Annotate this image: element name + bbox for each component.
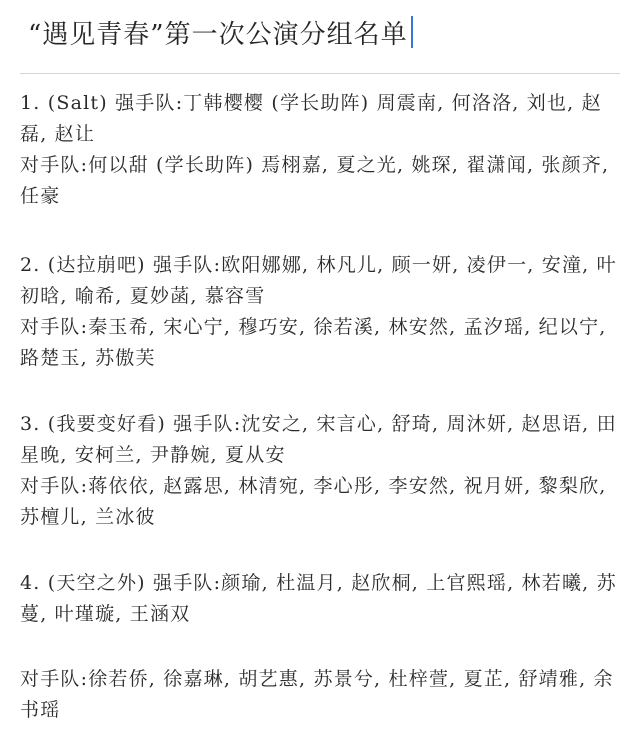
group-1 — [20, 88, 620, 212]
group-4-opponent-team: 对手队:徐若侨, 徐嘉琳, 胡艺惠, 苏景兮, 杜梓萱, 夏芷, 舒靖雅, 余书瑶 — [20, 668, 614, 721]
text-cursor — [411, 16, 413, 48]
group-4 — [20, 568, 620, 630]
divider — [20, 73, 620, 74]
title-row — [28, 14, 413, 50]
group-2 — [20, 250, 620, 374]
group-1-opponent-team: 对手队:何以甜 (学长助阵) 焉栩嘉, 夏之光, 姚琛, 翟潇闻, 张颜齐, 任豪 — [20, 154, 610, 207]
group-4-opponents — [20, 664, 620, 726]
page-title: “遇见青春”第一次公演分组名单 — [28, 19, 408, 50]
group-1-strong-team: 1. (Salt) 强手队:丁韩樱樱 (学长助阵) 周震南, 何洛洛, 刘也, 赵磊, 赵让 — [20, 92, 602, 145]
group-2-strong-team: 2. (达拉崩吧) 强手队:欧阳娜娜, 林凡儿, 顾一妍, 凌伊一, 安潼, 叶初晗, 喻希, 夏妙菡, 慕容雪 — [20, 254, 617, 307]
group-3 — [20, 409, 620, 533]
group-4-strong-team: 4. (天空之外) 强手队:颜瑜, 杜温月, 赵欣桐, 上官熙瑶, 林若曦, 苏蔓, 叶瑾璇, 王涵双 — [20, 572, 617, 625]
group-2-opponent-team: 对手队:秦玉希, 宋心宁, 穆巧安, 徐若溪, 林安然, 孟汐瑶, 纪以宁, 路楚玉, 苏傲芙 — [20, 316, 607, 369]
group-3-opponent-team: 对手队:蒋依依, 赵露思, 林清宛, 李心彤, 李安然, 祝月妍, 黎梨欣, 苏檀儿, 兰冰彼 — [20, 475, 607, 528]
group-3-strong-team: 3. (我要变好看) 强手队:沈安之, 宋言心, 舒琦, 周沐妍, 赵思语, 田星晚, 安柯兰, 尹静婉, 夏从安 — [20, 413, 617, 466]
